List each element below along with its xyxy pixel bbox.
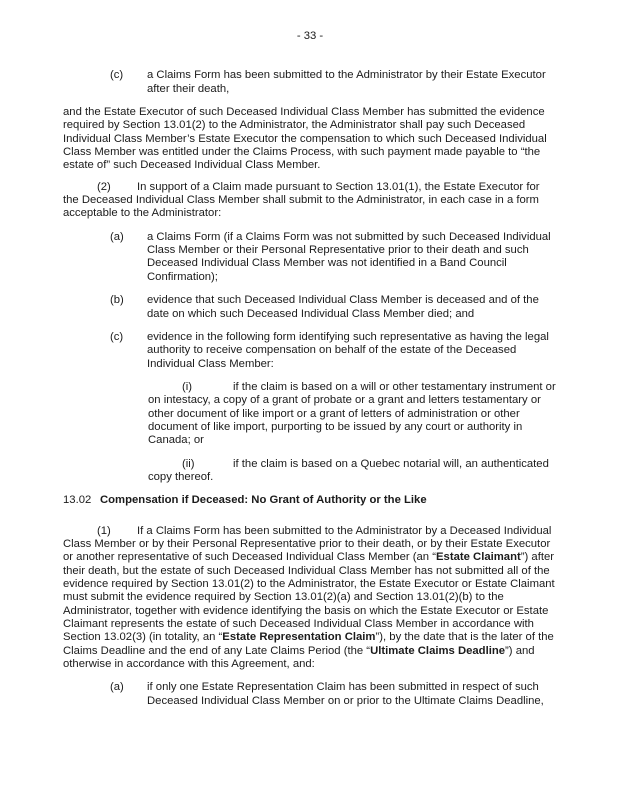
clause-text: if the claim is based on a will or other testamentary instrument or on intestacy, a copy of a grant of probate or a grant and letters testamentary or other document of like import or a grant of letters of administration or other document of like import, purporting to be issued by any court or authority in Canada; or [148, 380, 556, 447]
clause-label: (ii) [182, 457, 195, 470]
section-heading-13.02 [63, 494, 557, 507]
numbered-paragraph-1-9 [63, 525, 557, 672]
numbered-paragraph-2-2 [63, 181, 557, 221]
clause-text: Ultimate Claims Deadline [370, 644, 506, 657]
clause-text: Estate Claimant [436, 551, 521, 564]
clause-label: (b) [110, 294, 124, 307]
clause-item-c-5 [63, 331, 557, 371]
clause-label: (c) [110, 69, 124, 82]
clause-text: a Claims Form (if a Claims Form was not submitted by such Deceased Individual Class Member or their Personal Representative prior to their death and such Deceased Individual Class Member was not identified in a Band Council Confirmation); [147, 230, 551, 283]
clause-text: If a Claims Form has been submitted to the Administrator by a Deceased Individual Class Member or by their Personal Representative prior to their death, or by their Estate Executor or another representative of such Deceased Individual Class Member (an “ [63, 524, 552, 564]
clause-label: (a) [110, 681, 124, 694]
clause-text: ”), by the date that is the later of the Claims Deadline and the end of any Late Claims Period (the “ [63, 631, 554, 657]
clause-text: Estate Representation Claim [222, 631, 376, 644]
clause-item-a-10 [63, 681, 557, 708]
clause-label: (c) [110, 330, 124, 343]
clause-text: ”) after their death, but the estate of such Deceased Individual Class Member has not submitted all of the evidence required by Section 13.01(2) to the Administrator, the Estate Executor or Estate Claimant must submit the evidence required by Section 13.01(2)(a) and Section 13.01(2)(b) to the Administrator, together with evidence identifying the basis on which the Estate Executor or Estate Claimant represents the estate of such Deceased Individual Class Member in accordance with Section 13.02(3) (in totality, an “ [63, 551, 555, 644]
page-content [63, 69, 557, 708]
clause-text: evidence in the following form identifying such representative as having the legal authority to receive compensation on behalf of the estate of the Deceased Individual Class Member: [147, 330, 549, 370]
clause-item-b-4 [63, 294, 557, 321]
section-title: Compensation if Deceased: No Grant of Authority or the Like [100, 494, 427, 507]
clause-text: if only one Estate Representation Claim has been submitted in respect of such Deceased Individual Class Member on or prior to the Ultimate Claims Deadline, [147, 681, 544, 707]
clause-text: ”) and otherwise in accordance with this Agreement, and: [63, 644, 535, 671]
clause-text: In support of a Claim made pursuant to Section 13.01(1), the Estate Executor for the Deceased Individual Class Member shall submit to the Administrator, in each case in a form acceptable to the Administrator: [63, 180, 540, 220]
clause-label: (1) [97, 524, 111, 537]
clause-text: and the Estate Executor of such Deceased Individual Class Member has submitted the evidence required by Section 13.01(2) to the Administrator, the Administrator shall pay such Deceased Individual Class Member’s Estate Executor the compensation to which such Deceased Individual Class Member was entitled under the Claims Process, with such payment made payable to “the estate of” such Deceased Individual Class Member. [63, 106, 547, 172]
paragraph-1 [63, 106, 557, 173]
sub-clause-ii-7 [148, 458, 557, 485]
clause-item-a-3 [63, 231, 557, 284]
sub-clause-i-6 [148, 381, 557, 448]
clause-label: (a) [110, 230, 124, 243]
clause-item-c-0 [63, 69, 557, 96]
clause-text: if the claim is based on a Quebec notarial will, an authenticated copy thereof. [148, 457, 549, 483]
page-number: - 33 - [296, 30, 324, 42]
clause-label: (2) [97, 180, 111, 193]
clause-text: evidence that such Deceased Individual Class Member is deceased and of the date on which such Deceased Individual Class Member died; and [147, 294, 539, 320]
clause-text: a Claims Form has been submitted to the Administrator by their Estate Executor after their death, [147, 69, 546, 95]
section-number: 13.02 [63, 494, 92, 507]
clause-label: (i) [182, 380, 193, 393]
